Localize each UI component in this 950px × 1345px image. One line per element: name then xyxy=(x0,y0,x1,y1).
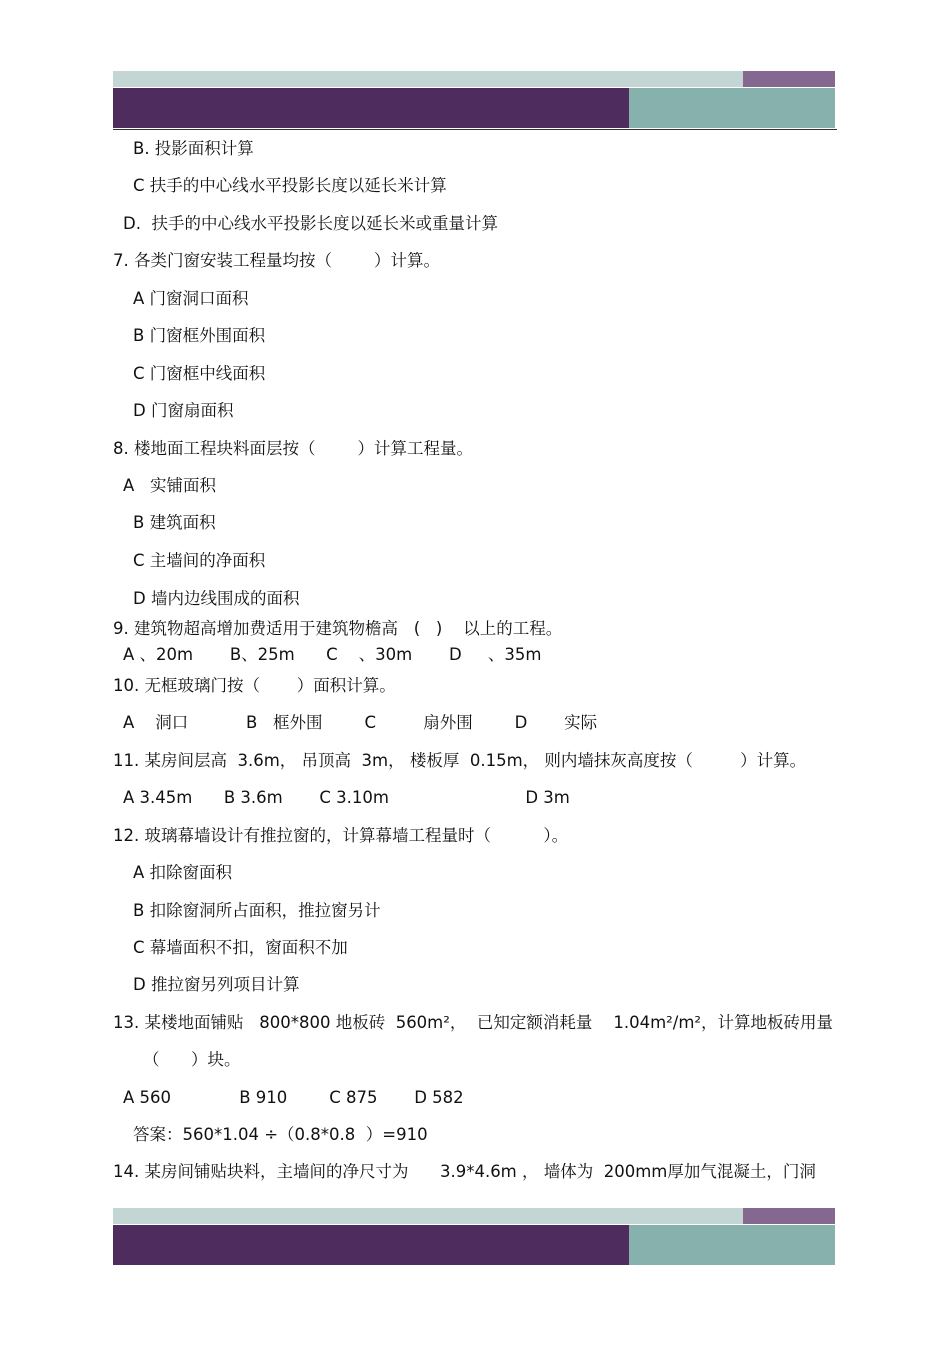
header-band xyxy=(113,71,835,131)
option: A 560 B 910 C 875 D 582 xyxy=(123,1088,464,1107)
text-line: B. 投影面积计算 xyxy=(133,139,254,158)
question-8: 8. 楼地面工程块料面层按（ ）计算工程量。 xyxy=(113,439,473,458)
header-light-strip xyxy=(113,71,743,87)
question-10: 10. 无框玻璃门按（ ）面积计算。 xyxy=(113,676,396,695)
option: D 门窗扇面积 xyxy=(133,401,234,420)
question-9: 9. 建筑物超高增加费适用于建筑物檐高 ( ) 以上的工程。 xyxy=(113,619,563,638)
question-13: 13. 某楼地面铺贴 800*800 地板砖 560m²， 已知定额消耗量 1.04m²/m²，计算地板砖用量 xyxy=(113,1013,834,1032)
question-12: 12. 玻璃幕墙设计有推拉窗的，计算幕墙工程量时（ ）。 xyxy=(113,826,569,845)
option: D 推拉窗另列项目计算 xyxy=(133,975,300,994)
text-line: C 扶手的中心线水平投影长度以延长米计算 xyxy=(133,176,447,195)
option: B 扣除窗洞所占面积，推拉窗另计 xyxy=(133,901,381,920)
header-teal-bar xyxy=(629,88,835,128)
option: B 建筑面积 xyxy=(133,513,216,532)
option: A 3.45m B 3.6m C 3.10m D 3m xyxy=(123,788,570,807)
option: C 主墙间的净面积 xyxy=(133,551,266,570)
header-mauve-block xyxy=(743,71,835,87)
footer-purple-bar xyxy=(113,1225,629,1265)
footer-light-strip xyxy=(113,1208,743,1224)
option: D 墙内边线围成的面积 xyxy=(133,589,300,608)
answer-line: 答案：560*1.04 ÷（0.8*0.8 ）=910 xyxy=(133,1125,428,1144)
option: C 门窗框中线面积 xyxy=(133,364,266,383)
option: C 幕墙面积不扣，窗面积不加 xyxy=(133,938,348,957)
option: A 、20m B、25m C 、30m D 、35m xyxy=(123,645,542,664)
question-7: 7. 各类门窗安装工程量均按（ ）计算。 xyxy=(113,251,440,270)
option: A 实铺面积 xyxy=(123,476,217,495)
header-rule xyxy=(113,129,837,130)
text-line: D. 扶手的中心线水平投影长度以延长米或重量计算 xyxy=(123,214,498,233)
option: A 洞口 B 框外围 C 扇外围 D 实际 xyxy=(123,713,598,732)
footer-teal-bar xyxy=(629,1225,835,1265)
footer-band xyxy=(113,1208,835,1266)
footer-mauve-block xyxy=(743,1208,835,1224)
question-11: 11. 某房间层高 3.6m， 吊顶高 3m， 楼板厚 0.15m， 则内墙抹灰高度按（ ）计算。 xyxy=(113,751,807,770)
option: A 门窗洞口面积 xyxy=(133,289,249,308)
option: B 门窗框外围面积 xyxy=(133,326,266,345)
question-14: 14. 某房间铺贴块料，主墙间的净尺寸为 3.9*4.6m ， 墙体为 200mm厚加气混凝土，门洞 xyxy=(113,1162,816,1181)
header-purple-bar xyxy=(113,88,629,128)
text-line: （ ）块。 xyxy=(143,1050,241,1069)
option: A 扣除窗面积 xyxy=(133,863,233,882)
